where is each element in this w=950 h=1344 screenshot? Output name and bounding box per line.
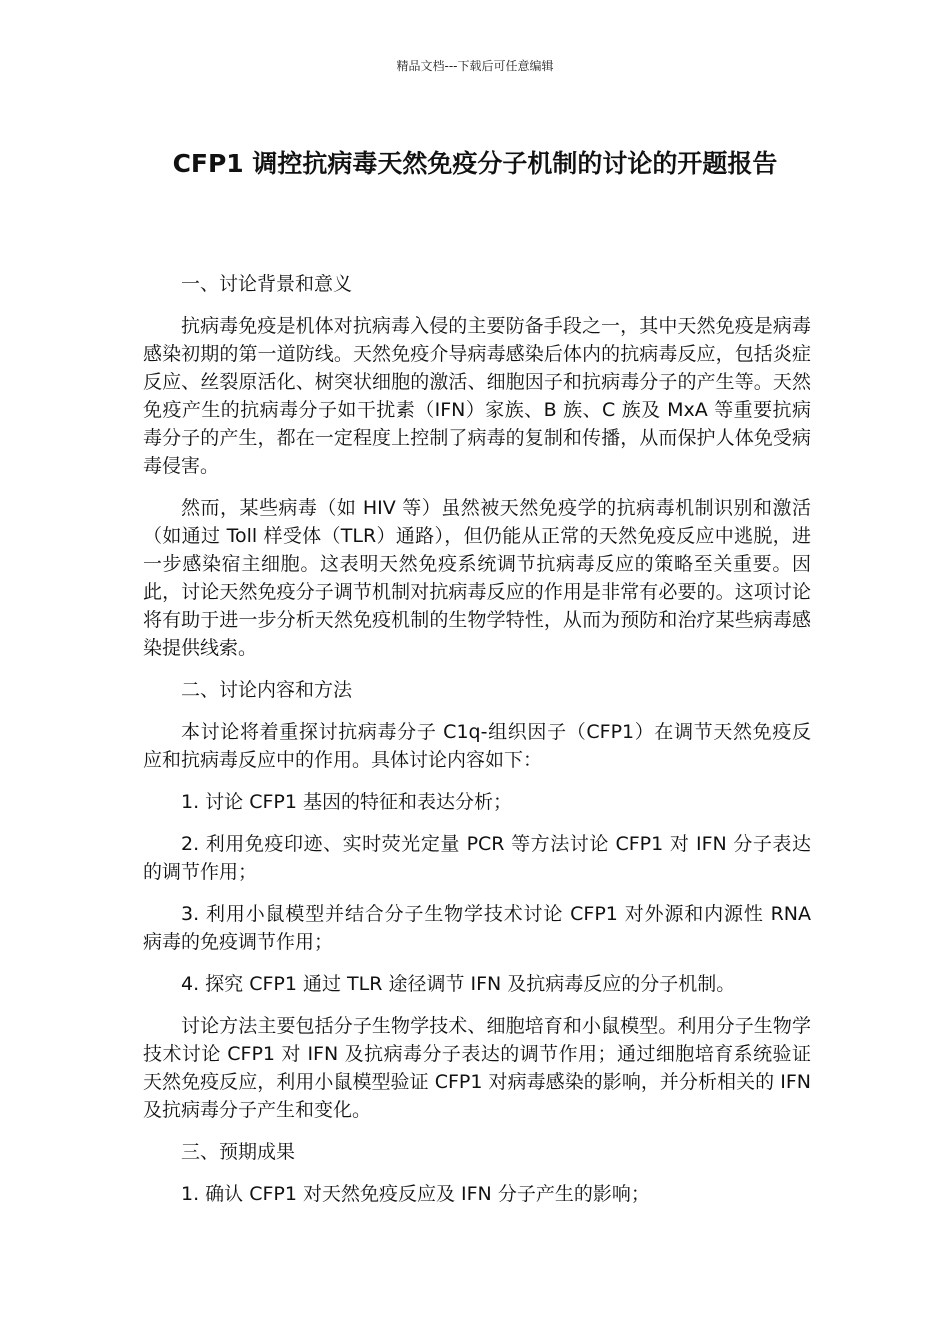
section-heading-background: 一、讨论背景和意义 xyxy=(181,273,353,295)
document-body xyxy=(143,270,811,1222)
section-heading-content-methods: 二、讨论内容和方法 xyxy=(181,679,353,701)
paragraph-background-2: 然而，某些病毒（如 HIV 等）虽然被天然免疫学的抗病毒机制识别和激活（如通过 Toll 样受体（TLR）通路），但仍能从正常的天然免疫反应中逃脱，进一步感染宿主细胞。这表明天然免疫系统调节抗病毒反应的策略至关重要。因此，讨论天然免疫分子调节机制对抗病毒反应的作用是非常有必要的。这项讨论将有助于进一步分析天然免疫机制的生物学特性，从而为预防和治疗某些病毒感染提供线索。 xyxy=(143,497,811,659)
list-item-result-1: 1. 确认 CFP1 对天然免疫反应及 IFN 分子产生的影响； xyxy=(181,1183,650,1205)
list-item-content-4: 4. 探究 CFP1 通过 TLR 途径调节 IFN 及抗病毒反应的分子机制。 xyxy=(181,973,736,995)
paragraph-background-1: 抗病毒免疫是机体对抗病毒入侵的主要防备手段之一，其中天然免疫是病毒感染初期的第一道防线。天然免疫介导病毒感染后体内的抗病毒反应，包括炎症反应、丝裂原活化、树突状细胞的激活、细胞因子和抗病毒分子的产生等。天然免疫产生的抗病毒分子如干扰素（IFN）家族、B 族、C 族及 MxA 等重要抗病毒分子的产生，都在一定程度上控制了病毒的复制和传播，从而保护人体免受病毒侵害。 xyxy=(143,315,811,477)
document-title: CFP1 调控抗病毒天然免疫分子机制的讨论的开题报告 xyxy=(172,149,778,178)
list-item-content-2: 2. 利用免疫印迹、实时荧光定量 PCR 等方法讨论 CFP1 对 IFN 分子表达的调节作用； xyxy=(143,833,811,883)
page-header: 精品文档---下载后可任意编辑 xyxy=(396,59,554,73)
list-item-content-1: 1. 讨论 CFP1 基因的特征和表达分析； xyxy=(181,791,512,813)
paragraph-methods: 讨论方法主要包括分子生物学技术、细胞培育和小鼠模型。利用分子生物学技术讨论 CFP1 对 IFN 及抗病毒分子表达的调节作用；通过细胞培育系统验证天然免疫反应，利用小鼠模型验证 CFP1 对病毒感染的影响，并分析相关的 IFN 及抗病毒分子产生和变化。 xyxy=(143,1015,811,1121)
section-heading-expected-results: 三、预期成果 xyxy=(181,1141,296,1163)
paragraph-content-intro: 本讨论将着重探讨抗病毒分子 C1q-组织因子（CFP1）在调节天然免疫反应和抗病毒反应中的作用。具体讨论内容如下： xyxy=(143,721,811,771)
list-item-content-3: 3. 利用小鼠模型并结合分子生物学技术讨论 CFP1 对外源和内源性 RNA 病毒的免疫调节作用； xyxy=(143,903,811,953)
